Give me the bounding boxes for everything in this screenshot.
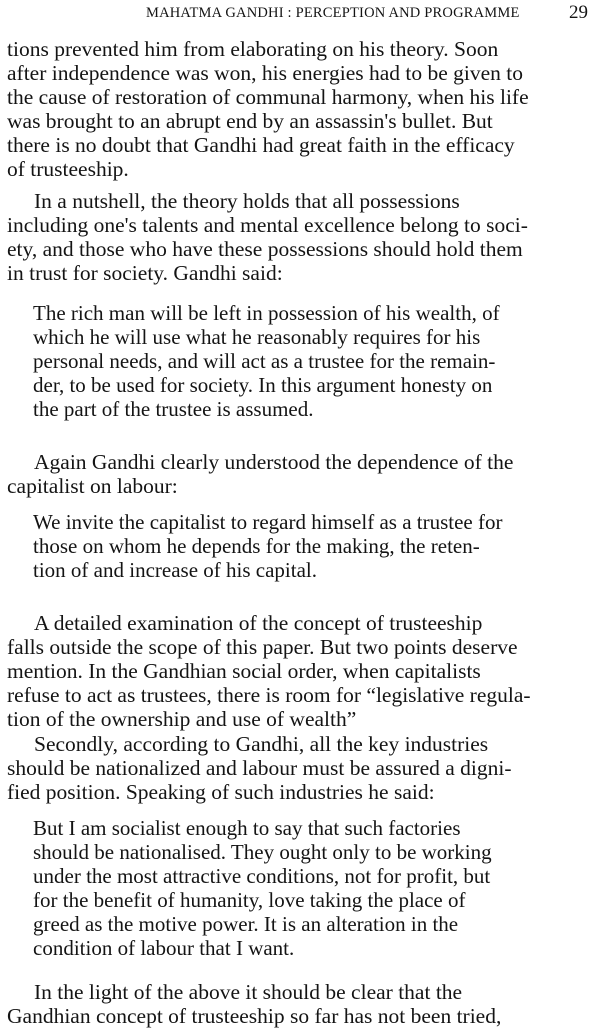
text-line: capitalist on labour: bbox=[7, 474, 178, 498]
text-line: fied position. Speaking of such industries he said: bbox=[7, 780, 435, 804]
text-line: falls outside the scope of this paper. But two points deserve bbox=[7, 635, 518, 659]
text-line: for the benefit of humanity, love taking the place of bbox=[33, 888, 466, 912]
text-line: which he will use what he reasonably requires for his bbox=[33, 325, 481, 349]
text-line: In the light of the above it should be clear that the bbox=[34, 980, 463, 1004]
text-line: those on whom he depends for the making, the reten- bbox=[33, 534, 480, 558]
text-line: But I am socialist enough to say that such factories bbox=[33, 816, 461, 840]
text-line: der, to be used for society. In this argument honesty on bbox=[33, 373, 493, 397]
text-line: under the most attractive conditions, not for profit, but bbox=[33, 864, 491, 888]
text-line: there is no doubt that Gandhi had great faith in the efficacy bbox=[7, 133, 515, 157]
text-line: the cause of restoration of communal harmony, when his life bbox=[7, 85, 529, 109]
text-line: greed as the motive power. It is an alteration in the bbox=[33, 912, 459, 936]
text-line: condition of labour that I want. bbox=[33, 936, 295, 960]
text-line: should be nationalized and labour must be assured a digni- bbox=[7, 756, 512, 780]
text-line: mention. In the Gandhian social order, when capitalists bbox=[7, 659, 481, 683]
text-line: A detailed examination of the concept of trusteeship bbox=[34, 611, 483, 635]
text-line: was brought to an abrupt end by an assassin's bullet. But bbox=[7, 109, 493, 133]
running-title: MAHATMA GANDHI : PERCEPTION AND PROGRAMME bbox=[146, 5, 520, 21]
text-line: Gandhian concept of trusteeship so far has not been tried, bbox=[7, 1004, 502, 1028]
text-line: refuse to act as trustees, there is room for “legislative regula- bbox=[7, 683, 531, 707]
text-line: Again Gandhi clearly understood the dependence of the bbox=[34, 450, 514, 474]
text-line: personal needs, and will act as a trustee for the remain- bbox=[33, 349, 496, 373]
text-line: The rich man will be left in possession of his wealth, of bbox=[33, 301, 500, 325]
page-number: 29 bbox=[569, 2, 588, 23]
text-line: including one's talents and mental excellence belong to soci- bbox=[7, 213, 528, 237]
running-head bbox=[146, 3, 588, 25]
text-line: We invite the capitalist to regard himself as a trustee for bbox=[33, 510, 503, 534]
text-line: tion of the ownership and use of wealth” bbox=[7, 707, 357, 731]
text-line: in trust for society. Gandhi said: bbox=[7, 261, 283, 285]
text-line: after independence was won, his energies had to be given to bbox=[7, 61, 524, 85]
text-line: Secondly, according to Gandhi, all the key industries bbox=[34, 732, 489, 756]
text-line: tion of and increase of his capital. bbox=[33, 558, 317, 582]
text-line: of trusteeship. bbox=[7, 157, 129, 181]
text-line: tions prevented him from elaborating on his theory. Soon bbox=[7, 37, 499, 61]
text-line: In a nutshell, the theory holds that all possessions bbox=[34, 189, 460, 213]
text-line: ety, and those who have these possessions should hold them bbox=[7, 237, 523, 261]
text-line: should be nationalised. They ought only to be working bbox=[33, 840, 492, 864]
text-line: the part of the trustee is assumed. bbox=[33, 397, 314, 421]
